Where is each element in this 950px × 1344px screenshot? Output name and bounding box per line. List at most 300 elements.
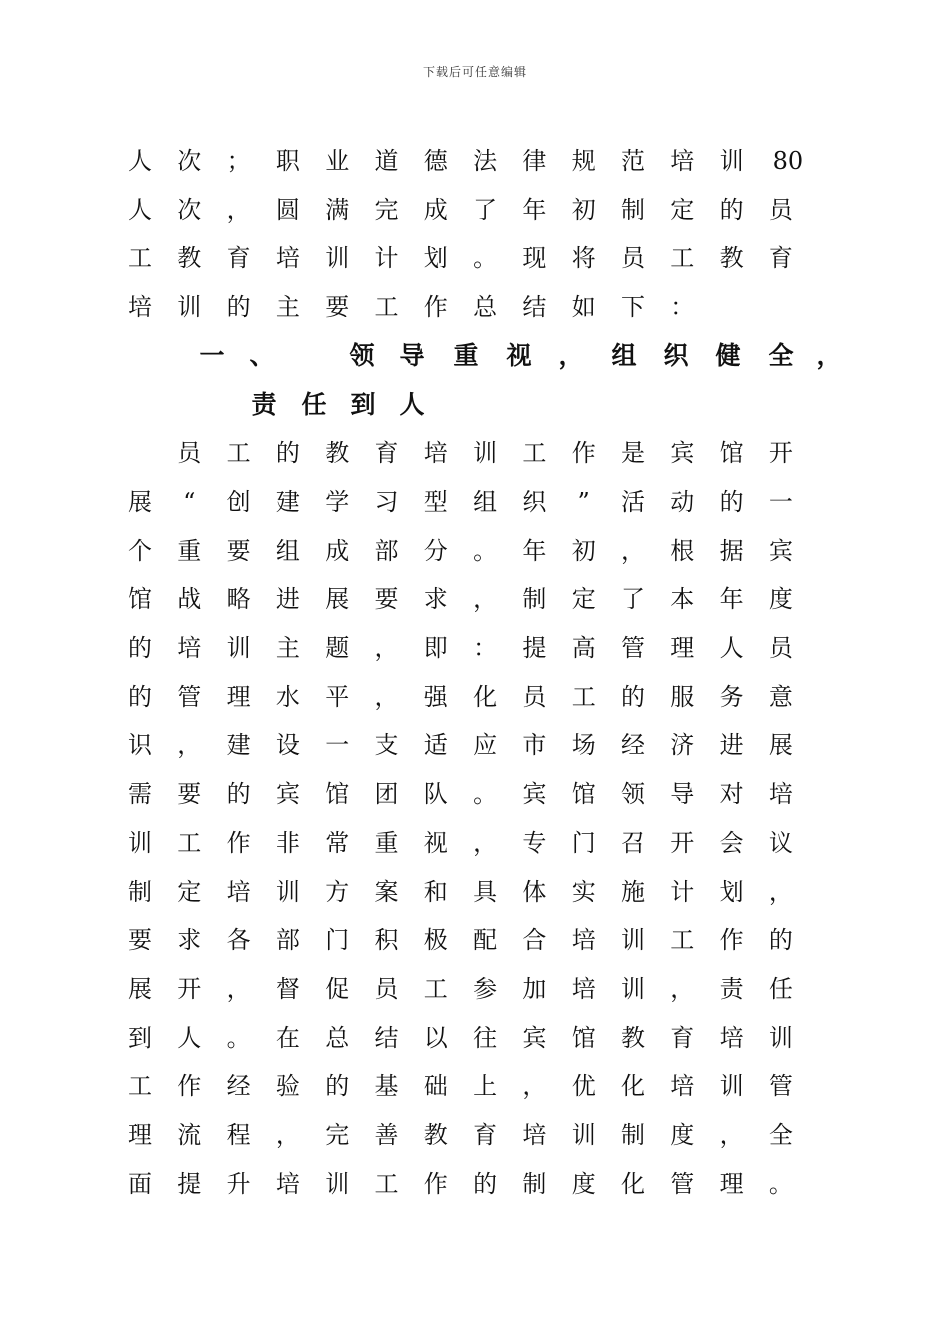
text-glyph: 进 — [719, 731, 744, 760]
text-glyph: 经 — [226, 1072, 251, 1101]
text-glyph: 合 — [522, 926, 547, 955]
text-glyph: 工 — [128, 244, 152, 273]
text-glyph: 培 — [571, 974, 596, 1003]
text-glyph: 训 — [621, 926, 645, 955]
text-glyph: 划 — [423, 244, 448, 273]
text-glyph: 育 — [768, 244, 793, 273]
text-glyph: 训 — [128, 828, 152, 857]
text-glyph: 配 — [473, 926, 498, 955]
text-glyph: 型 — [423, 487, 448, 516]
text-glyph: 分 — [423, 536, 448, 565]
text-glyph: 理 — [226, 682, 251, 711]
text-glyph: 宾 — [275, 780, 300, 809]
text-glyph: 管 — [177, 682, 202, 711]
text-glyph: 培 — [670, 147, 695, 175]
text-glyph: ， — [374, 634, 399, 662]
text-glyph: 度 — [571, 1169, 596, 1198]
text-glyph: 管 — [670, 1169, 695, 1198]
text-glyph: 法 — [473, 147, 498, 175]
text-glyph: 化 — [621, 1169, 645, 1198]
text-glyph: 展 — [128, 974, 152, 1003]
text-glyph: 设 — [275, 731, 300, 760]
text-glyph: 作 — [571, 439, 596, 468]
text-glyph: 定 — [177, 877, 202, 906]
text-glyph: 创 — [226, 487, 251, 516]
text-glyph: 培 — [226, 877, 251, 906]
text-glyph: 律 — [522, 147, 547, 175]
text-glyph: 训 — [275, 877, 300, 906]
text-glyph: 宾 — [670, 439, 695, 468]
text-glyph: 工 — [571, 682, 596, 711]
text-glyph: 到 — [128, 1023, 152, 1052]
text-glyph: 作 — [226, 828, 251, 857]
text-glyph: 了 — [621, 585, 645, 614]
text-glyph: 教 — [621, 1023, 645, 1052]
text-glyph: 训 — [768, 1023, 793, 1052]
text-glyph: 组 — [611, 340, 637, 370]
text-glyph: 业 — [325, 147, 350, 175]
text-glyph: 工 — [177, 828, 202, 857]
text-glyph: 会 — [719, 828, 744, 857]
text-glyph: 议 — [768, 828, 793, 857]
text-glyph: 如 — [571, 293, 596, 322]
text-glyph: 健 — [715, 340, 741, 370]
text-glyph: 升 — [226, 1169, 251, 1198]
text-glyph: 展 — [768, 731, 793, 760]
text-glyph: 。 — [473, 536, 498, 565]
text-glyph: 导 — [399, 340, 425, 370]
text-glyph: 全 — [768, 340, 794, 370]
text-glyph: 以 — [423, 1023, 448, 1052]
text-glyph: 施 — [621, 877, 645, 906]
text-glyph: 经 — [621, 731, 645, 760]
text-glyph: 召 — [621, 828, 645, 857]
text-glyph: 人 — [719, 634, 744, 662]
text-glyph: 育 — [374, 439, 399, 468]
text-glyph: ” — [577, 487, 590, 516]
text-glyph: 济 — [670, 731, 695, 760]
text-glyph: 任 — [301, 389, 327, 419]
text-glyph: 次 — [177, 147, 202, 175]
text-glyph: 人 — [128, 147, 152, 175]
text-glyph: 初 — [571, 536, 596, 565]
text-glyph: 训 — [719, 147, 744, 175]
text-glyph: 参 — [473, 974, 498, 1003]
text-glyph: 圆 — [275, 195, 300, 224]
paragraph-line — [0, 1066, 950, 1106]
text-glyph: 工 — [423, 974, 448, 1003]
text-glyph: 培 — [177, 634, 202, 662]
paragraph-line — [0, 628, 950, 668]
text-glyph: 总 — [473, 293, 498, 322]
text-glyph: 到 — [350, 389, 376, 419]
text-glyph: 宾 — [522, 780, 547, 809]
paragraph-line — [0, 1018, 950, 1058]
paragraph-line — [0, 579, 950, 619]
text-glyph: 队 — [423, 780, 448, 809]
text-glyph: 提 — [177, 1169, 202, 1198]
text-glyph: 本 — [670, 585, 695, 614]
text-glyph: 题 — [325, 634, 350, 662]
text-glyph: 各 — [226, 926, 251, 955]
text-glyph: 面 — [128, 1169, 152, 1198]
text-glyph: 馆 — [128, 585, 152, 614]
text-glyph: ， — [621, 536, 645, 565]
paragraph-line — [0, 969, 950, 1009]
text-glyph: ， — [226, 974, 251, 1003]
text-glyph: 一 — [325, 731, 350, 760]
text-glyph: 组 — [275, 536, 300, 565]
text-glyph: 制 — [522, 1169, 547, 1198]
text-glyph: 务 — [719, 682, 744, 711]
text-glyph: 加 — [522, 974, 547, 1003]
text-glyph: 支 — [374, 731, 399, 760]
text-glyph: 的 — [128, 634, 152, 662]
text-glyph: 基 — [374, 1072, 399, 1101]
paragraph-line — [0, 482, 950, 522]
text-glyph: 对 — [719, 780, 744, 809]
text-glyph: 工 — [670, 926, 695, 955]
text-glyph: 视 — [506, 340, 532, 370]
text-glyph: 根 — [670, 536, 695, 565]
text-glyph: 织 — [663, 340, 689, 370]
text-glyph: 成 — [325, 536, 350, 565]
text-glyph: 实 — [571, 877, 596, 906]
text-glyph: 、 — [249, 340, 275, 370]
text-glyph: 结 — [522, 293, 547, 322]
text-glyph: 满 — [325, 195, 350, 224]
text-glyph: 下 — [621, 293, 645, 322]
paragraph-line — [0, 920, 950, 960]
text-glyph: 员 — [177, 439, 202, 468]
text-glyph: 方 — [325, 877, 350, 906]
text-glyph: 重 — [453, 340, 479, 370]
text-glyph: 结 — [374, 1023, 399, 1052]
text-glyph: 培 — [522, 1121, 547, 1149]
text-glyph: 。 — [473, 780, 498, 809]
text-glyph: 制 — [522, 585, 547, 614]
text-glyph: 训 — [325, 244, 350, 273]
text-glyph: 开 — [768, 439, 793, 468]
text-glyph: “ — [183, 487, 196, 516]
paragraph-line — [0, 823, 950, 863]
text-glyph: 织 — [522, 487, 547, 516]
text-glyph: 教 — [325, 439, 350, 468]
text-glyph: 的 — [325, 1072, 350, 1101]
text-glyph: 理 — [670, 634, 695, 662]
text-glyph: 的 — [473, 1169, 498, 1198]
section-heading-line — [0, 385, 950, 425]
text-glyph: 度 — [670, 1121, 695, 1149]
text-glyph: ， — [768, 877, 793, 906]
text-glyph: 制 — [621, 195, 645, 224]
paragraph-line — [0, 725, 950, 765]
text-glyph: 促 — [325, 974, 350, 1003]
text-glyph: 作 — [719, 926, 744, 955]
text-glyph: 建 — [275, 487, 300, 516]
text-glyph: 的 — [719, 195, 744, 224]
text-glyph: 训 — [226, 634, 251, 662]
text-glyph: 即 — [423, 634, 448, 662]
text-glyph: 服 — [670, 682, 695, 711]
paragraph-line — [0, 1164, 950, 1204]
text-glyph: 的 — [275, 439, 300, 468]
text-glyph: 制 — [621, 1121, 645, 1149]
text-glyph: 动 — [670, 487, 695, 516]
text-glyph: 的 — [128, 682, 152, 711]
text-glyph: 要 — [128, 926, 152, 955]
text-glyph: 宾 — [522, 1023, 547, 1052]
text-glyph: 领 — [621, 780, 645, 809]
text-glyph: 理 — [719, 1169, 744, 1198]
text-glyph: 次 — [177, 195, 202, 224]
text-glyph: 制 — [128, 877, 152, 906]
page-header: 下载后可任意编辑 — [422, 65, 527, 79]
text-glyph: 一 — [199, 340, 225, 370]
text-glyph: 进 — [275, 585, 300, 614]
text-glyph: 责 — [251, 389, 277, 419]
text-glyph: 求 — [177, 926, 202, 955]
text-glyph: 训 — [177, 293, 202, 322]
text-glyph: 视 — [423, 828, 448, 857]
text-glyph: ， — [719, 1121, 744, 1149]
text-glyph: 年 — [522, 195, 547, 224]
text-glyph: 了 — [473, 195, 498, 224]
text-glyph: 应 — [473, 731, 498, 760]
text-glyph: 全 — [768, 1121, 793, 1149]
text-glyph: 验 — [275, 1072, 300, 1101]
text-glyph: 教 — [177, 244, 202, 273]
text-glyph: 馆 — [719, 439, 744, 468]
text-glyph: ， — [275, 1121, 300, 1149]
text-glyph: 工 — [374, 293, 399, 322]
text-glyph: 管 — [768, 1072, 793, 1101]
text-glyph: 水 — [275, 682, 300, 711]
paragraph-line — [0, 433, 950, 473]
paragraph-line — [0, 238, 950, 278]
text-glyph: 要 — [374, 585, 399, 614]
text-glyph: 将 — [571, 244, 596, 273]
text-glyph: ， — [473, 828, 498, 857]
text-glyph: 的 — [226, 780, 251, 809]
section-heading-line — [0, 336, 950, 376]
text-glyph: 年 — [522, 536, 547, 565]
text-glyph: 员 — [768, 634, 793, 662]
text-glyph: 教 — [719, 244, 744, 273]
text-glyph: 需 — [128, 780, 152, 809]
text-glyph: 优 — [571, 1072, 596, 1101]
paragraph-line — [0, 774, 950, 814]
text-glyph: 教 — [423, 1121, 448, 1149]
text-glyph: ： — [473, 634, 498, 662]
text-glyph: 在 — [275, 1023, 300, 1052]
text-glyph: 定 — [571, 585, 596, 614]
text-glyph: 学 — [325, 487, 350, 516]
text-glyph: ， — [816, 340, 842, 370]
text-glyph: ， — [177, 731, 202, 760]
text-glyph: 专 — [522, 828, 547, 857]
text-glyph: 部 — [374, 536, 399, 565]
text-glyph: 员 — [374, 974, 399, 1003]
text-glyph: 道 — [374, 147, 399, 175]
text-glyph: 要 — [226, 536, 251, 565]
text-glyph: 规 — [571, 147, 596, 175]
text-glyph: 责 — [719, 974, 744, 1003]
text-glyph: 常 — [325, 828, 350, 857]
text-glyph: 市 — [522, 731, 547, 760]
text-glyph: 和 — [423, 877, 448, 906]
text-glyph: 工 — [374, 1169, 399, 1198]
text-glyph: 德 — [423, 147, 448, 175]
text-glyph: 划 — [719, 877, 744, 906]
text-glyph: 流 — [177, 1121, 202, 1149]
text-glyph: 的 — [621, 682, 645, 711]
text-glyph: 一 — [768, 487, 793, 516]
paragraph-line — [0, 872, 950, 912]
text-glyph: 础 — [423, 1072, 448, 1101]
text-glyph: 建 — [226, 731, 251, 760]
text-glyph: 工 — [226, 439, 251, 468]
text-glyph: 是 — [621, 439, 645, 468]
text-glyph: 任 — [768, 974, 793, 1003]
text-glyph: 求 — [423, 585, 448, 614]
text-glyph: ， — [374, 682, 399, 711]
text-glyph: 团 — [374, 780, 399, 809]
text-glyph: ， — [226, 195, 251, 224]
text-glyph: 馆 — [325, 780, 350, 809]
text-glyph: 工 — [670, 244, 695, 273]
text-glyph: 培 — [670, 1072, 695, 1101]
text-glyph: 培 — [768, 780, 793, 809]
text-glyph: 培 — [423, 439, 448, 468]
text-glyph: 训 — [473, 439, 498, 468]
text-glyph: 。 — [768, 1169, 793, 1198]
text-glyph: 导 — [670, 780, 695, 809]
text-glyph: 计 — [670, 877, 695, 906]
text-glyph: 馆 — [571, 780, 596, 809]
text-glyph: 定 — [670, 195, 695, 224]
text-glyph: 主 — [275, 293, 300, 322]
text-glyph: 习 — [374, 487, 399, 516]
text-glyph: 化 — [473, 682, 498, 711]
text-glyph: ； — [226, 147, 251, 175]
text-glyph: 程 — [226, 1121, 251, 1149]
text-glyph: 的 — [768, 926, 793, 955]
paragraph-line — [0, 531, 950, 571]
text-glyph: 馆 — [571, 1023, 596, 1052]
text-glyph: 现 — [522, 244, 547, 273]
text-glyph: 非 — [275, 828, 300, 857]
text-glyph: 工 — [522, 439, 547, 468]
text-glyph: 理 — [128, 1121, 152, 1149]
paragraph-line — [0, 677, 950, 717]
text-glyph: 职 — [275, 147, 300, 175]
text-glyph: 善 — [374, 1121, 399, 1149]
text-glyph: 要 — [325, 293, 350, 322]
text-glyph: 平 — [325, 682, 350, 711]
text-glyph: 人 — [399, 389, 425, 419]
text-glyph: 领 — [349, 340, 375, 370]
paragraph-line — [0, 190, 950, 230]
text-glyph: 战 — [177, 585, 202, 614]
text-glyph: 体 — [522, 877, 547, 906]
text-glyph: 80 — [772, 147, 804, 175]
text-glyph: 培 — [571, 926, 596, 955]
text-glyph: 场 — [571, 731, 596, 760]
text-glyph: 训 — [325, 1169, 350, 1198]
text-glyph: 提 — [522, 634, 547, 662]
paragraph-line — [0, 141, 950, 181]
text-glyph: 作 — [423, 293, 448, 322]
text-glyph: ， — [522, 1072, 547, 1101]
text-glyph: 的 — [719, 487, 744, 516]
text-glyph: 开 — [670, 828, 695, 857]
text-glyph: 育 — [670, 1023, 695, 1052]
text-glyph: 往 — [473, 1023, 498, 1052]
text-glyph: 育 — [473, 1121, 498, 1149]
text-glyph: 管 — [621, 634, 645, 662]
text-glyph: 培 — [128, 293, 152, 322]
text-glyph: 适 — [423, 731, 448, 760]
text-glyph: 作 — [177, 1072, 202, 1101]
text-glyph: 积 — [374, 926, 399, 955]
text-glyph: 部 — [275, 926, 300, 955]
text-glyph: 主 — [275, 634, 300, 662]
text-glyph: 意 — [768, 682, 793, 711]
text-glyph: 员 — [621, 244, 645, 273]
text-glyph: 初 — [571, 195, 596, 224]
text-glyph: 展 — [128, 487, 152, 516]
text-glyph: 要 — [177, 780, 202, 809]
text-glyph: 。 — [473, 244, 498, 273]
text-glyph: 上 — [473, 1072, 498, 1101]
text-glyph: 工 — [128, 1072, 152, 1101]
text-glyph: 活 — [621, 487, 645, 516]
text-glyph: 作 — [423, 1169, 448, 1198]
text-glyph: 化 — [621, 1072, 645, 1101]
text-glyph: 完 — [374, 195, 399, 224]
text-glyph: 识 — [128, 731, 152, 760]
text-glyph: 人 — [177, 1023, 202, 1052]
text-glyph: 个 — [128, 536, 152, 565]
text-glyph: 组 — [473, 487, 498, 516]
text-glyph: 完 — [325, 1121, 350, 1149]
text-glyph: ： — [670, 293, 695, 322]
text-glyph: 据 — [719, 536, 744, 565]
text-glyph: 具 — [473, 877, 498, 906]
text-glyph: 员 — [522, 682, 547, 711]
text-glyph: 展 — [325, 585, 350, 614]
text-glyph: 训 — [719, 1072, 744, 1101]
text-glyph: 宾 — [768, 536, 793, 565]
text-glyph: 的 — [226, 293, 251, 322]
text-glyph: 门 — [325, 926, 350, 955]
text-glyph: 计 — [374, 244, 399, 273]
text-glyph: 总 — [325, 1023, 350, 1052]
text-glyph: 强 — [423, 682, 448, 711]
text-glyph: ， — [473, 585, 498, 614]
text-glyph: 度 — [768, 585, 793, 614]
text-glyph: 范 — [621, 147, 645, 175]
text-glyph: 成 — [423, 195, 448, 224]
text-glyph: 督 — [275, 974, 300, 1003]
text-glyph: 。 — [226, 1023, 251, 1052]
text-glyph: ， — [670, 974, 695, 1003]
paragraph-line — [0, 1115, 950, 1155]
text-glyph: 极 — [423, 926, 448, 955]
text-glyph: ， — [558, 340, 584, 370]
text-glyph: 人 — [128, 195, 152, 224]
